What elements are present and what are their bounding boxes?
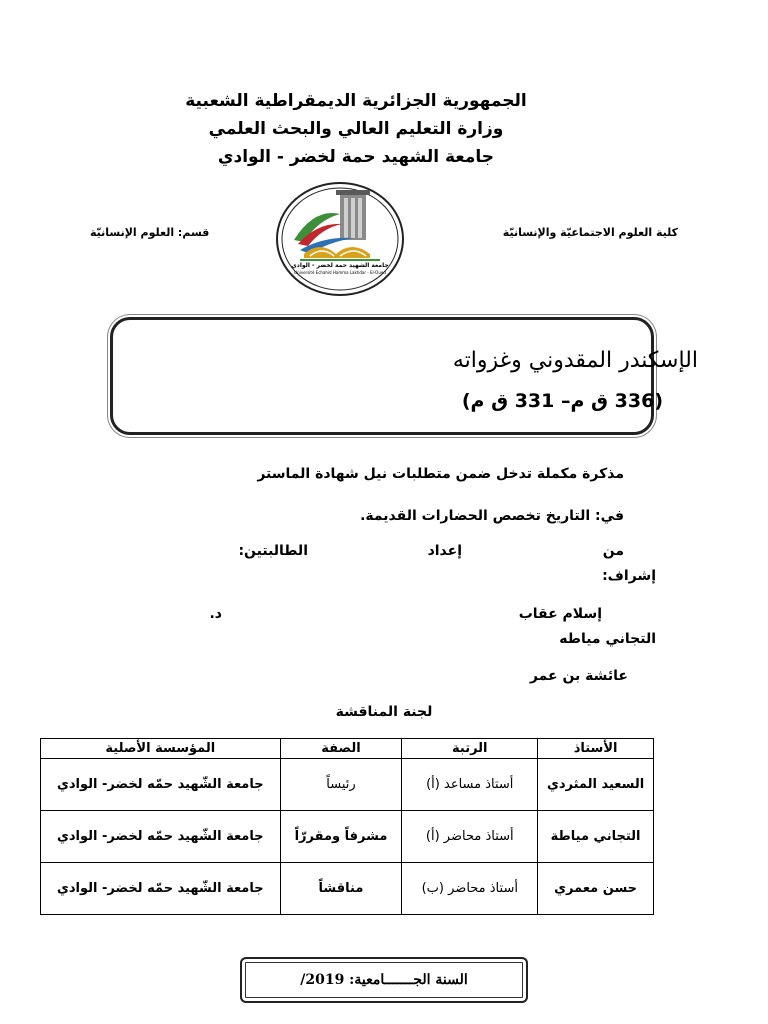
member-rank: أستاذ مساعد (أ) <box>402 759 538 811</box>
member-rank: أستاذ محاضر (ب) <box>402 863 538 915</box>
thesis-specialty: في: التاريخ تخصص الحضارات القديمة. <box>360 508 624 524</box>
logo-seal-icon <box>274 180 406 298</box>
faculty-label: كلية العلوم الاجتماعيّة والإنسانيّة <box>502 226 678 239</box>
header-republic: الجمهورية الجزائرية الديمقراطية الشعبية <box>185 91 527 111</box>
member-institution: جامعة الشّهيد حمّه لخضر- الوادي <box>41 863 281 915</box>
table-header-row <box>41 739 654 759</box>
column-header: الصفة <box>280 739 402 759</box>
academic-year: السنة الجـــــــامعية: 2019/ <box>240 957 528 1003</box>
logo-caption-ar: جامعة الشهيد حمة لخضر - الوادي <box>291 262 389 269</box>
from-label: من <box>602 543 624 559</box>
supervision-label: إشراف: <box>602 568 656 584</box>
committee-table <box>40 738 654 915</box>
member-role: رئيساً <box>280 759 402 811</box>
member-role: مناقشاً <box>280 863 402 915</box>
thesis-purpose: مذكرة مكملة تدخل ضمن متطلبات نيل شهادة الماستر <box>257 466 624 482</box>
table-row <box>41 811 654 863</box>
supervisor-name: التجاني مياطه <box>559 631 656 647</box>
member-institution: جامعة الشّهيد حمّه لخضر- الوادي <box>41 811 281 863</box>
header-university: جامعة الشهيد حمة لخضر - الوادي <box>217 147 495 167</box>
student-name-2: عائشة بن عمر <box>529 668 628 684</box>
supervisor-title: د. <box>209 606 222 622</box>
title-frame <box>110 317 654 435</box>
thesis-dates: (336 ق م– 331 ق م) <box>461 390 663 412</box>
member-name: حسن معمري <box>538 863 654 915</box>
column-header: الأستاذ <box>538 739 654 759</box>
member-role: مشرفاً ومقررّاً <box>280 811 402 863</box>
thesis-title: الإسكندر المقدوني وغزواته <box>452 348 698 373</box>
university-logo <box>274 180 406 298</box>
member-rank: أستاذ محاضر (أ) <box>402 811 538 863</box>
committee-heading: لجنة المناقشة <box>335 704 433 720</box>
preparation-label: إعداد <box>427 543 462 559</box>
column-header: الرتبة <box>402 739 538 759</box>
column-header: المؤسسة الأصلية <box>41 739 281 759</box>
logo-caption-fr: Université Echahid Hamma Lakhdar - El-Oued <box>294 270 386 275</box>
header-ministry: وزارة التعليم العالي والبحث العلمي <box>208 119 504 139</box>
students-label: الطالبتين: <box>238 543 308 559</box>
member-name: التجاني مياطة <box>538 811 654 863</box>
student-name-1: إسلام عقاب <box>518 606 602 622</box>
table-row <box>41 863 654 915</box>
department-label: قسم: العلوم الإنسانيّة <box>90 226 210 239</box>
table-row <box>41 759 654 811</box>
member-name: السعيد المثردي <box>538 759 654 811</box>
member-institution: جامعة الشّهيد حمّه لخضر- الوادي <box>41 759 281 811</box>
